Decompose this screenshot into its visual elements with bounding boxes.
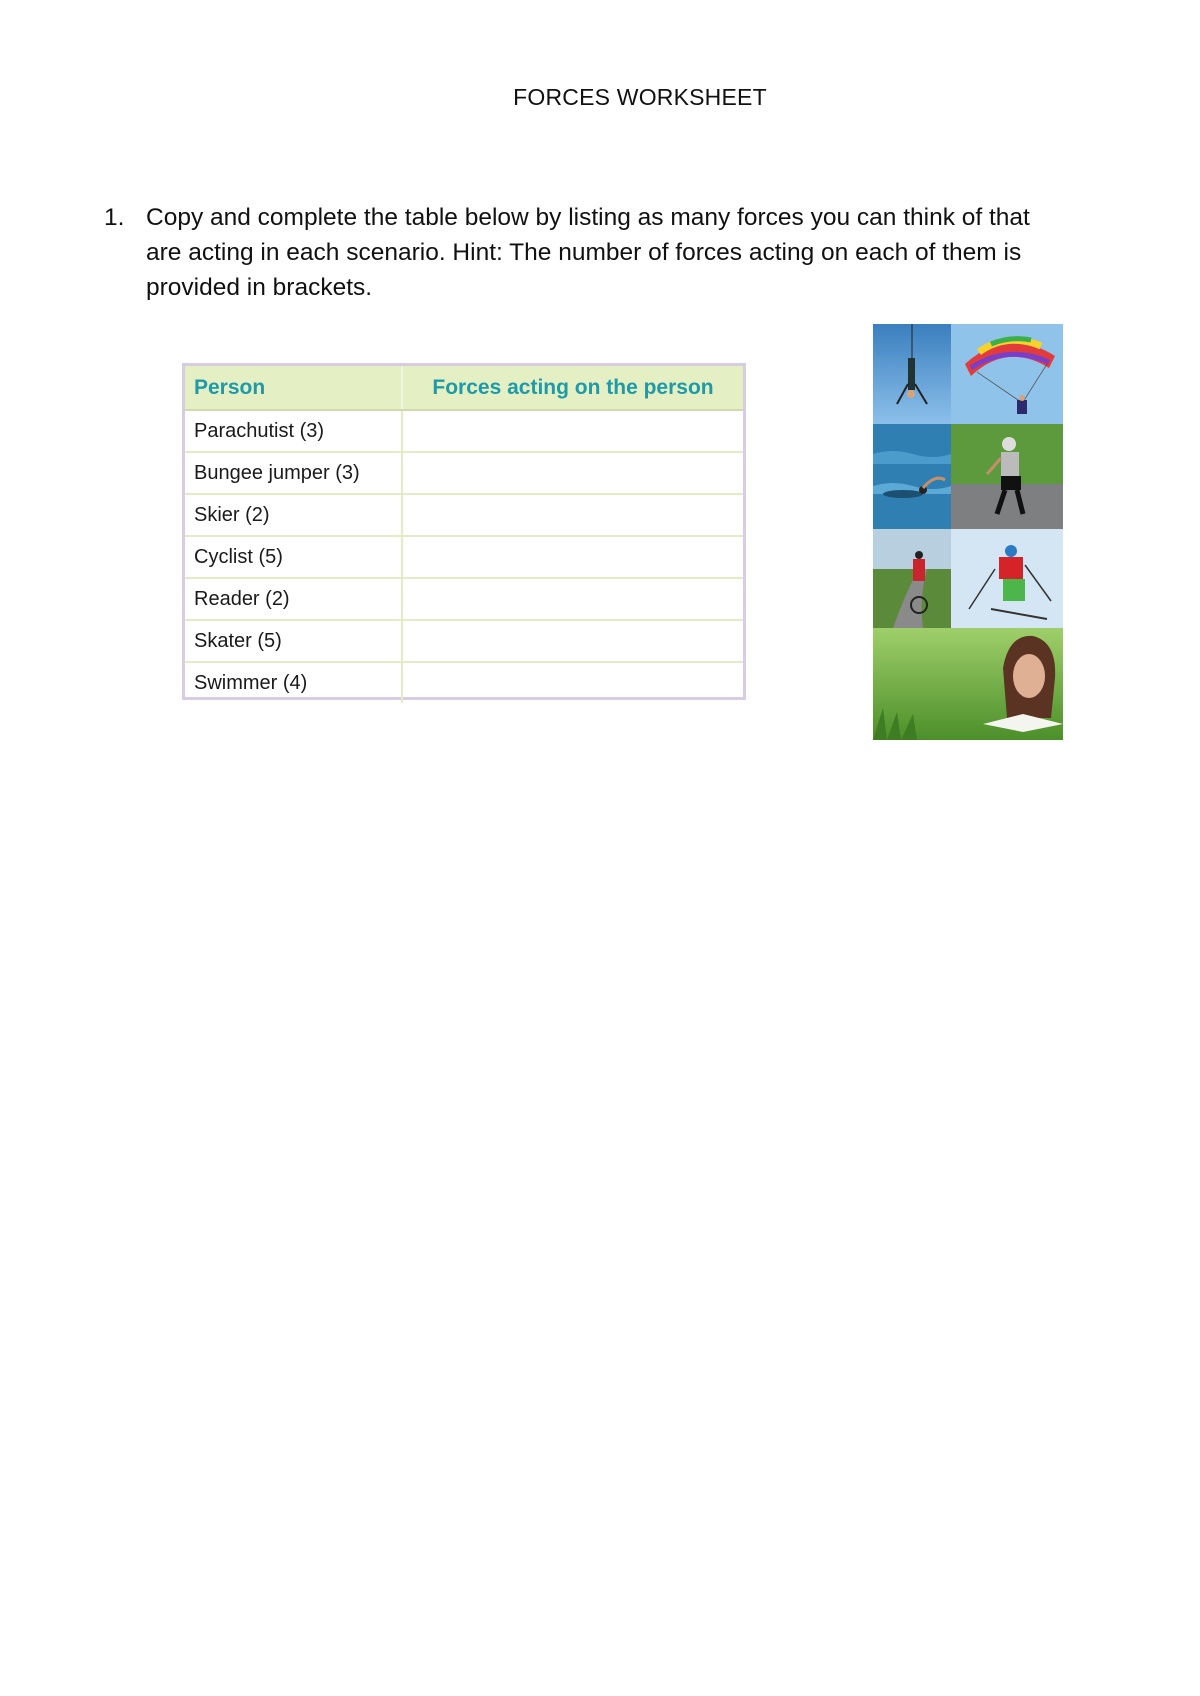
question-text: Copy and complete the table below by listing as many forces you can think of that are acting in each scenario. Hint: The number of forces acting on each of them is provided in brackets.: [146, 204, 1030, 301]
table-row: [185, 410, 743, 452]
table-row: [185, 494, 743, 536]
person-cell: Swimmer (4): [185, 662, 402, 703]
question-number: 1.: [104, 204, 125, 231]
skier-photo: [951, 529, 1063, 628]
header-forces: Forces acting on the person: [402, 366, 743, 410]
table-row: [185, 452, 743, 494]
forces-cell: [402, 662, 743, 703]
header-person: Person: [185, 366, 402, 410]
person-cell: Reader (2): [185, 578, 402, 620]
table-header-row: [185, 366, 743, 410]
bungee-jumper-photo: [873, 324, 951, 424]
cyclist-photo: [873, 529, 951, 628]
activity-photo-collage: [873, 324, 1063, 740]
forces-table: [182, 363, 746, 700]
forces-cell: [402, 452, 743, 494]
forces-cell: [402, 410, 743, 452]
swimmer-photo: [873, 424, 951, 529]
forces-cell: [402, 494, 743, 536]
forces-cell: [402, 578, 743, 620]
person-cell: Cyclist (5): [185, 536, 402, 578]
forces-cell: [402, 536, 743, 578]
worksheet-title: FORCES WORKSHEET: [513, 84, 767, 110]
parachutist-photo: [951, 324, 1063, 424]
table-row: [185, 536, 743, 578]
person-cell: Parachutist (3): [185, 410, 402, 452]
person-cell: Skater (5): [185, 620, 402, 662]
forces-cell: [402, 620, 743, 662]
person-cell: Skier (2): [185, 494, 402, 536]
skater-photo: [951, 424, 1063, 529]
reader-photo: [873, 628, 1063, 740]
table-row: [185, 578, 743, 620]
table-row: [185, 662, 743, 703]
person-cell: Bungee jumper (3): [185, 452, 402, 494]
table-row: [185, 620, 743, 662]
